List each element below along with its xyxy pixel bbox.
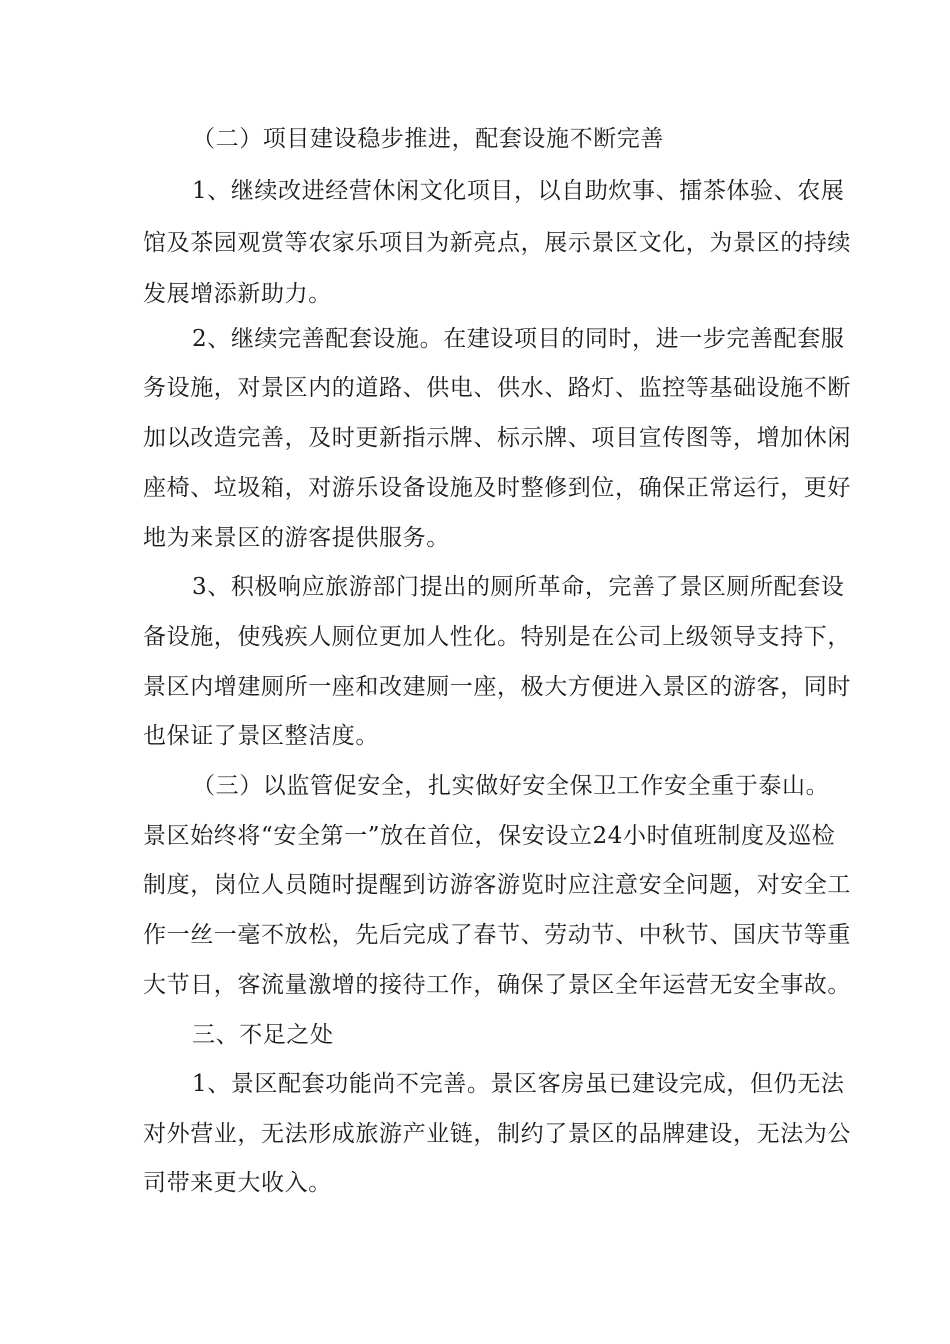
paragraph-line: 也保证了景区整洁度。 bbox=[143, 723, 379, 749]
section-heading-project-construction: （二）项目建设稳步推进，配套设施不断完善 bbox=[192, 126, 664, 152]
paragraph-line: 地为来景区的游客提供服务。 bbox=[143, 525, 450, 551]
paragraph-line: 作一丝一毫不放松，先后完成了春节、劳动节、中秋节、国庆节等重 bbox=[143, 922, 851, 948]
paragraph-line: 3、积极响应旅游部门提出的厕所革命，完善了景区厕所配套设 bbox=[192, 574, 845, 600]
paragraph-line: 1、继续改进经营休闲文化项目，以自助炊事、擂茶体验、农展 bbox=[192, 178, 845, 204]
paragraph-line: 大节日，客流量激增的接待工作，确保了景区全年运营无安全事故。 bbox=[143, 972, 851, 998]
paragraph-line: 制度，岗位人员随时提醒到访游客游览时应注意安全问题，对安全工 bbox=[143, 872, 851, 898]
paragraph-line: 加以改造完善，及时更新指示牌、标示牌、项目宣传图等，增加休闲 bbox=[143, 425, 851, 451]
paragraph-line: 1、景区配套功能尚不完善。景区客房虽已建设完成，但仍无法 bbox=[192, 1071, 845, 1097]
paragraph-line: 司带来更大收入。 bbox=[143, 1170, 332, 1196]
paragraph-line: 景区内增建厕所一座和改建厕一座，极大方便进入景区的游客，同时 bbox=[143, 674, 851, 700]
paragraph-line: 对外营业，无法形成旅游产业链，制约了景区的品牌建设，无法为公 bbox=[143, 1121, 851, 1147]
paragraph-line: 馆及茶园观赏等农家乐项目为新亮点，展示景区文化，为景区的持续 bbox=[143, 230, 851, 256]
paragraph-line: 景区始终将“安全第一”放在首位，保安设立24小时值班制度及巡检 bbox=[143, 823, 836, 849]
paragraph-line: 务设施，对景区内的道路、供电、供水、路灯、监控等基础设施不断 bbox=[143, 375, 851, 401]
section-heading-safety: （三）以监管促安全，扎实做好安全保卫工作安全重于泰山。 bbox=[192, 773, 830, 799]
paragraph-line: 发展增添新助力。 bbox=[143, 281, 332, 307]
paragraph-line: 备设施，使残疾人厕位更加人性化。特别是在公司上级领导支持下， bbox=[143, 624, 851, 650]
section-heading-shortcomings: 三、不足之处 bbox=[192, 1022, 334, 1048]
paragraph-line: 座椅、垃圾箱，对游乐设备设施及时整修到位，确保正常运行，更好 bbox=[143, 475, 851, 501]
paragraph-line: 2、继续完善配套设施。在建设项目的同时，进一步完善配套服 bbox=[192, 326, 845, 352]
